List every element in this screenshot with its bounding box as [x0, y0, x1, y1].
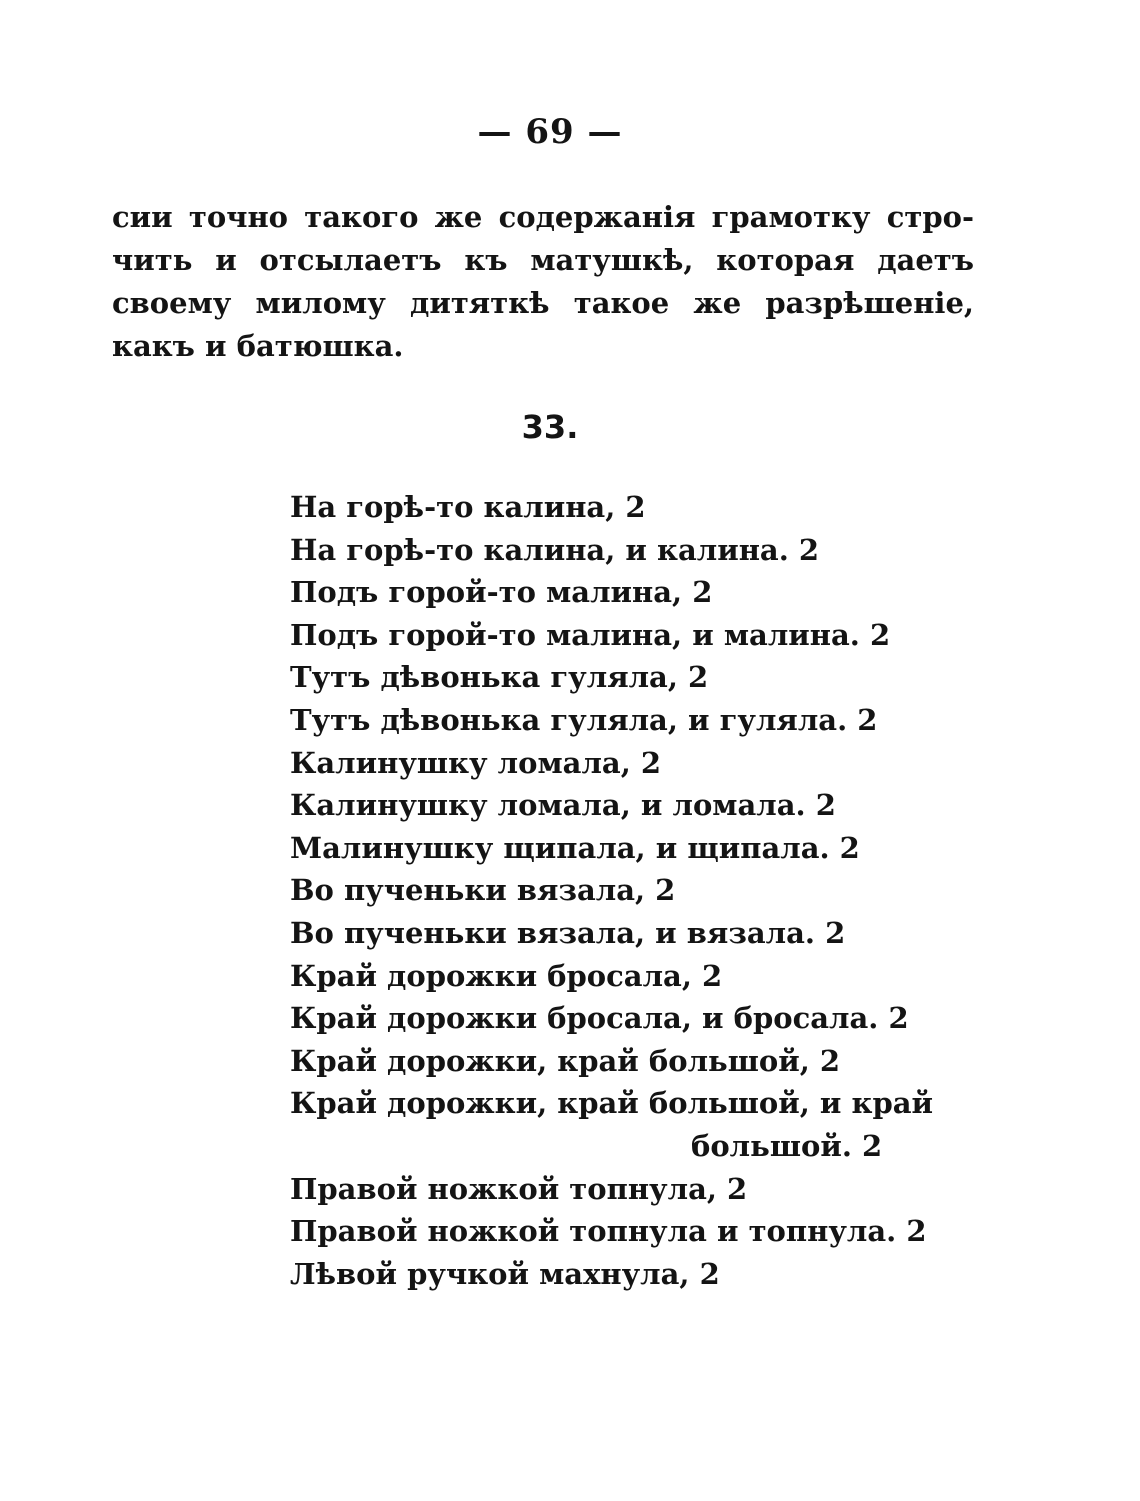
song-verse [290, 486, 990, 1295]
verse-line: Край дорожки бросала, и бросала. 2 [290, 1001, 909, 1036]
song-number: 33. [521, 408, 579, 446]
verse-line: Правой ножкой топнула, 2 [290, 1171, 748, 1206]
verse-line: Правой ножкой топнула и топнула. 2 [290, 1214, 927, 1249]
verse-line: На горѣ-то калина, 2 [290, 490, 646, 524]
prose-line: своему милому дитяткѣ такое же разрѣшеніе, [112, 286, 974, 320]
verse-line: Во пученьки вязала, и вязала. 2 [290, 915, 846, 950]
verse-line: Лѣвой ручкой махнула, 2 [290, 1256, 720, 1291]
verse-line: Малинушку щипала, и щипала. 2 [290, 830, 860, 865]
prose-line: какъ и батюшка. [112, 329, 404, 363]
verse-line: Тутъ дѣвонька гуляла, и гуляла. 2 [290, 702, 878, 737]
verse-line-continuation: большой. 2 [691, 1128, 883, 1163]
prose-line: чить и отсылаетъ къ матушкѣ, которая даетъ [112, 243, 974, 277]
verse-line: Калинушку ломала, и ломала. 2 [290, 788, 836, 823]
prose-paragraph [112, 196, 974, 368]
verse-line: Подъ горой-то малина, 2 [290, 575, 713, 610]
verse-line: Край дорожки, край большой, 2 [290, 1043, 841, 1078]
page-number: — 69 — [477, 112, 623, 152]
verse-line: Тутъ дѣвонька гуляла, 2 [290, 660, 709, 695]
verse-line: Край дорожки, край большой, и край [290, 1086, 934, 1121]
verse-line: На горѣ-то калина, и калина. 2 [290, 532, 820, 567]
verse-line: Подъ горой-то малина, и малина. 2 [290, 617, 891, 652]
verse-line: Край дорожки бросала, 2 [290, 958, 723, 993]
verse-line: Во пученьки вязала, 2 [290, 873, 676, 908]
prose-line: сии точно такого же содержанія грамотку стро- [112, 200, 974, 234]
verse-line: Калинушку ломала, 2 [290, 745, 662, 780]
